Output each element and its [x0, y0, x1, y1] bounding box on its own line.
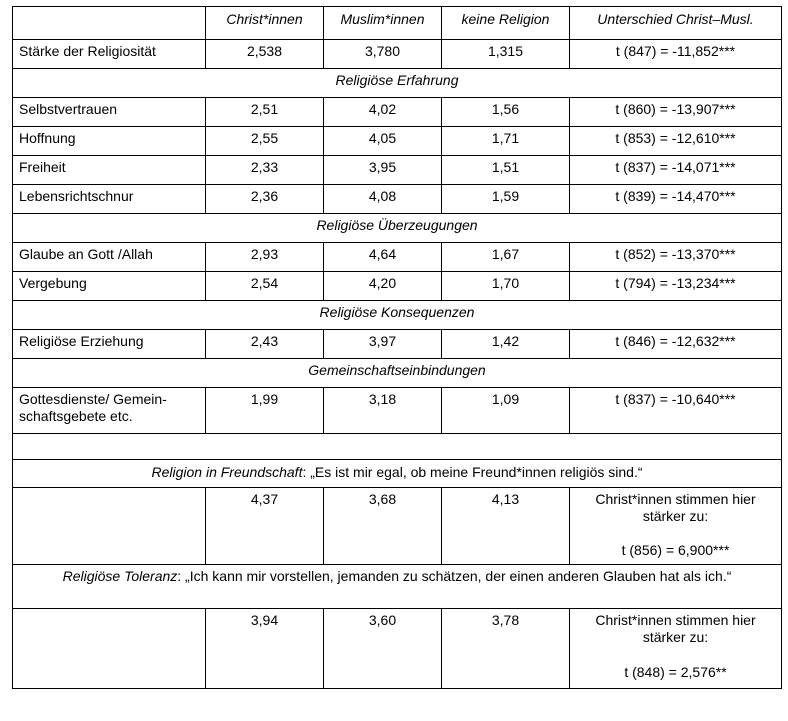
statement-toleranz	[13, 565, 782, 609]
section-row	[13, 69, 782, 98]
value-no-religion: 3,78	[442, 609, 570, 689]
row-label: Stärke der Religiosität	[13, 40, 206, 69]
statement-text: : „Es ist mir egal, ob meine Freund*innen religiös sind.“	[302, 464, 643, 480]
value-christians: 2,93	[206, 243, 324, 272]
spacer-cell	[13, 434, 782, 460]
table-row	[13, 127, 782, 156]
agreement-note	[570, 488, 782, 565]
value-t-test: t (837) = -10,640***	[570, 388, 782, 434]
row-label: Freiheit	[13, 156, 206, 185]
value-t-test: t (794) = -13,234***	[570, 272, 782, 301]
statement-title: Religiöse Toleranz	[62, 568, 178, 584]
table-row	[13, 156, 782, 185]
value-christians: 2,55	[206, 127, 324, 156]
row-label-line2: schaftsgebete etc.	[19, 408, 133, 424]
header-no-religion: keine Religion	[442, 7, 570, 40]
statement-title: Religion in Freundschaft	[151, 464, 303, 480]
value-muslims: 4,64	[324, 243, 442, 272]
statement-freundschaft	[13, 460, 782, 488]
value-t-test: t (856) = 6,900***	[621, 542, 730, 558]
value-muslims: 3,97	[324, 330, 442, 359]
table-row	[13, 330, 782, 359]
section-heading-ueberzeugungen: Religiöse Überzeugungen	[13, 214, 782, 243]
value-christians: 2,43	[206, 330, 324, 359]
row-label: Vergebung	[13, 272, 206, 301]
agreement-row-toleranz	[13, 609, 782, 689]
agreement-note-text: Christ*innen stimmen hier stärker zu:	[595, 491, 756, 524]
religiosity-table-container	[12, 6, 782, 689]
value-no-religion: 1,315	[442, 40, 570, 69]
section-heading-gemeinschaft: Gemeinschaftseinbindungen	[13, 359, 782, 388]
value-christians: 2,36	[206, 185, 324, 214]
value-t-test: t (860) = -13,907***	[570, 98, 782, 127]
row-label-line1: Gottesdienste/ Gemein-	[19, 391, 167, 407]
value-no-religion: 4,13	[442, 488, 570, 565]
row-label	[13, 388, 206, 434]
value-no-religion: 1,71	[442, 127, 570, 156]
section-row	[13, 301, 782, 330]
table-row	[13, 388, 782, 434]
table-row	[13, 243, 782, 272]
value-no-religion: 1,70	[442, 272, 570, 301]
value-muslims: 3,780	[324, 40, 442, 69]
value-christians: 2,51	[206, 98, 324, 127]
table-row	[13, 40, 782, 69]
section-heading-konsequenzen: Religiöse Konsequenzen	[13, 301, 782, 330]
value-christians: 2,33	[206, 156, 324, 185]
statement-text: : „Ich kann mir vorstellen, jemanden zu schätzen, der einen anderen Glauben hat als ich.“	[177, 568, 732, 584]
empty-label-cell	[13, 488, 206, 565]
value-no-religion: 1,67	[442, 243, 570, 272]
agreement-note	[570, 609, 782, 689]
value-t-test: t (847) = -11,852***	[570, 40, 782, 69]
row-label: Glaube an Gott /Allah	[13, 243, 206, 272]
table-row	[13, 98, 782, 127]
section-heading-erfahrung: Religiöse Erfahrung	[13, 69, 782, 98]
row-label: Selbstvertrauen	[13, 98, 206, 127]
value-t-test: t (853) = -12,610***	[570, 127, 782, 156]
header-empty-cell	[13, 7, 206, 40]
value-muslims: 3,95	[324, 156, 442, 185]
section-row	[13, 214, 782, 243]
value-christians: 2,538	[206, 40, 324, 69]
value-t-test: t (848) = 2,576**	[624, 664, 727, 680]
value-christians: 3,94	[206, 609, 324, 689]
table-header-row	[13, 7, 782, 40]
table-row	[13, 272, 782, 301]
statement-row-freundschaft	[13, 460, 782, 488]
religiosity-comparison-table	[12, 6, 782, 689]
section-row	[13, 359, 782, 388]
row-label: Lebensrichtschnur	[13, 185, 206, 214]
value-no-religion: 1,59	[442, 185, 570, 214]
value-no-religion: 1,09	[442, 388, 570, 434]
value-t-test: t (839) = -14,470***	[570, 185, 782, 214]
value-t-test: t (837) = -14,071***	[570, 156, 782, 185]
value-muslims: 4,05	[324, 127, 442, 156]
value-muslims: 3,68	[324, 488, 442, 565]
value-christians: 4,37	[206, 488, 324, 565]
value-no-religion: 1,42	[442, 330, 570, 359]
value-muslims: 4,08	[324, 185, 442, 214]
value-christians: 1,99	[206, 388, 324, 434]
statement-row-toleranz	[13, 565, 782, 609]
value-muslims: 4,02	[324, 98, 442, 127]
header-difference: Unterschied Christ–Musl.	[570, 7, 782, 40]
header-christians: Christ*innen	[206, 7, 324, 40]
empty-label-cell	[13, 609, 206, 689]
header-muslims: Muslim*innen	[324, 7, 442, 40]
value-muslims: 4,20	[324, 272, 442, 301]
value-christians: 2,54	[206, 272, 324, 301]
agreement-note-text: Christ*innen stimmen hier stärker zu:	[595, 612, 756, 645]
value-muslims: 3,60	[324, 609, 442, 689]
value-t-test: t (846) = -12,632***	[570, 330, 782, 359]
row-label: Religiöse Erziehung	[13, 330, 206, 359]
spacer-row	[13, 434, 782, 460]
agreement-row-freundschaft	[13, 488, 782, 565]
value-muslims: 3,18	[324, 388, 442, 434]
value-no-religion: 1,51	[442, 156, 570, 185]
value-no-religion: 1,56	[442, 98, 570, 127]
value-t-test: t (852) = -13,370***	[570, 243, 782, 272]
row-label: Hoffnung	[13, 127, 206, 156]
table-row	[13, 185, 782, 214]
